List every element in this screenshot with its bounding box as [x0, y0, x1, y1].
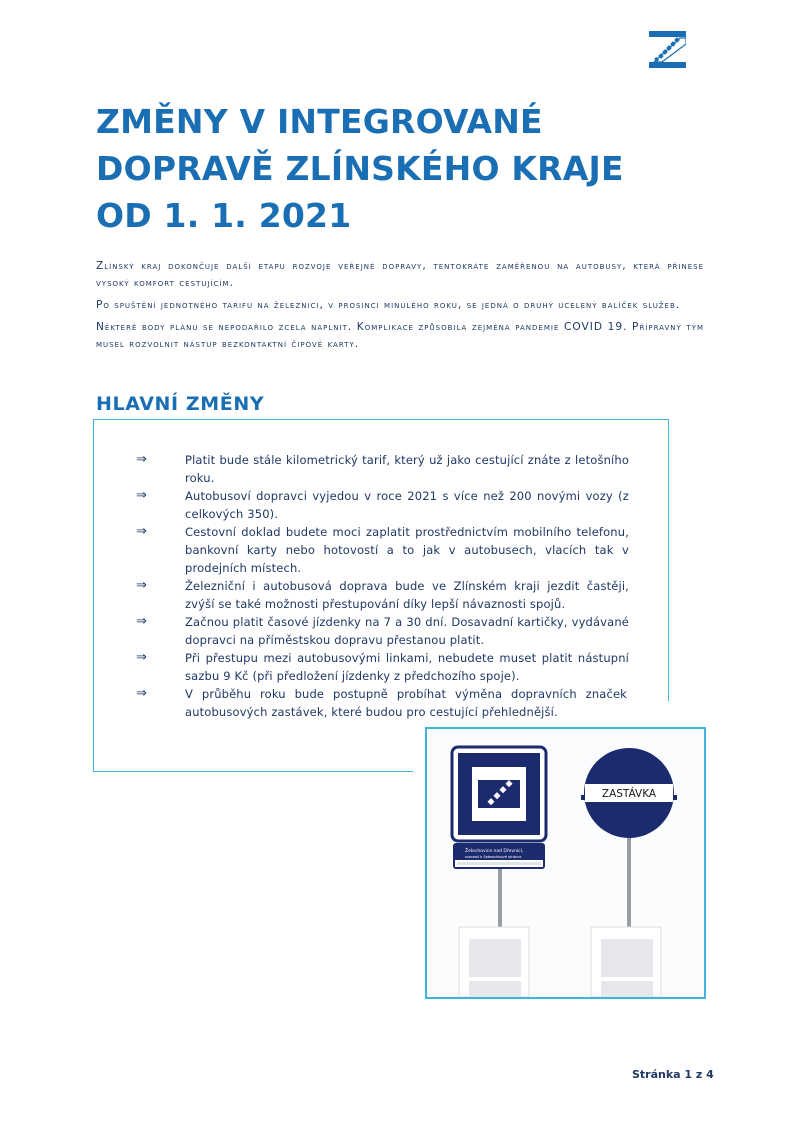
- title-line-3: OD 1. 1. 2021: [96, 196, 352, 235]
- bus-stop-signs-illustration: [427, 729, 704, 997]
- document-title: [96, 98, 716, 239]
- stop-name-line-1: Želechovice nad Dřevnicí,: [465, 849, 524, 854]
- list-item: [136, 451, 629, 487]
- list-item-text: Autobusoví dopravci vyjedou v roce 2021 s více než 200 novými vozy (z celkových 350).: [185, 489, 629, 521]
- box-border-left: [93, 419, 94, 771]
- box-border-right: [668, 419, 669, 701]
- changes-list: [136, 451, 629, 721]
- page-number: Stránka 1 z 4: [632, 1068, 714, 1081]
- bus-stop-signs-figure: [425, 727, 706, 999]
- title-line-2: DOPRAVĚ ZLÍNSKÉHO KRAJE: [96, 149, 624, 188]
- zlin-region-logo-icon: [649, 31, 686, 68]
- intro-paragraph: Po spuštění jednotného tarifu na železnici, v prosinci minulého roku, se jedná o druhý ucelený balíček služeb.: [96, 299, 681, 311]
- double-arrow-icon: ⇒: [136, 578, 148, 593]
- zastavka-sign-label: ZASTÁVKA: [601, 788, 657, 800]
- list-item-text: Platit bude stále kilometrický tarif, který už jako cestující znáte z letošního roku.: [185, 453, 629, 485]
- title-line-1: ZMĚNY V INTEGROVANÉ: [96, 102, 543, 141]
- double-arrow-icon: ⇒: [136, 488, 148, 503]
- list-item-text: Začnou platit časové jízdenky na 7 a 30 dní. Dosavadní kartičky, vydávané dopravci na příměstskou dopravu přestanou platit.: [185, 615, 629, 647]
- list-item: [136, 613, 629, 649]
- double-arrow-icon: ⇒: [136, 686, 148, 701]
- box-border-bottom: [93, 771, 413, 772]
- section-heading: HLAVNÍ ZMĚNY: [96, 393, 265, 415]
- list-item: [136, 487, 629, 523]
- list-item-text: Železniční i autobusová doprava bude ve Zlínském kraji jezdit častěji, zvýší se také možnosti přestupování díky lepší návaznosti spojů.: [185, 579, 629, 611]
- stop-name-line-2: rozcestí k Sebeschkové stránce: [465, 855, 522, 859]
- intro-paragraph: Některé body plánu se nepodařilo zcela naplnit. Komplikace způsobila zejména pandemie COVID 19. Přípravný tým musel rozvolnit nástup bezkontaktní čipové karty.: [96, 321, 704, 350]
- double-arrow-icon: ⇒: [136, 524, 148, 539]
- double-arrow-icon: ⇒: [136, 452, 148, 467]
- double-arrow-icon: ⇒: [136, 650, 148, 665]
- list-item-text: Cestovní doklad budete moci zaplatit prostřednictvím mobilního telefonu, bankovní karty nebo hotovostí a to jak v autobusech, vlacích tak v prodejních místech.: [185, 525, 629, 575]
- list-item: [136, 649, 629, 685]
- list-item-text: V průběhu roku bude postupně probíhat výměna dopravních značek autobusových zastávek, které budou pro cestující přehlednější.: [185, 687, 627, 719]
- intro-paragraph: Zlínský kraj dokončuje další etapu rozvoje veřejné dopravy, tentokráte zaměřenou na autobusy, která přinese vysoký komfort cestujícím.: [96, 260, 704, 289]
- intro-text: [96, 258, 704, 358]
- list-item: [136, 523, 629, 577]
- box-border-top: [93, 419, 669, 420]
- list-item: [136, 577, 629, 613]
- double-arrow-icon: ⇒: [136, 614, 148, 629]
- list-item: [136, 685, 629, 721]
- list-item-text: Při přestupu mezi autobusovými linkami, nebudete muset platit nástupní sazbu 9 Kč (při předložení jízdenky z předchozího spoje).: [185, 651, 629, 683]
